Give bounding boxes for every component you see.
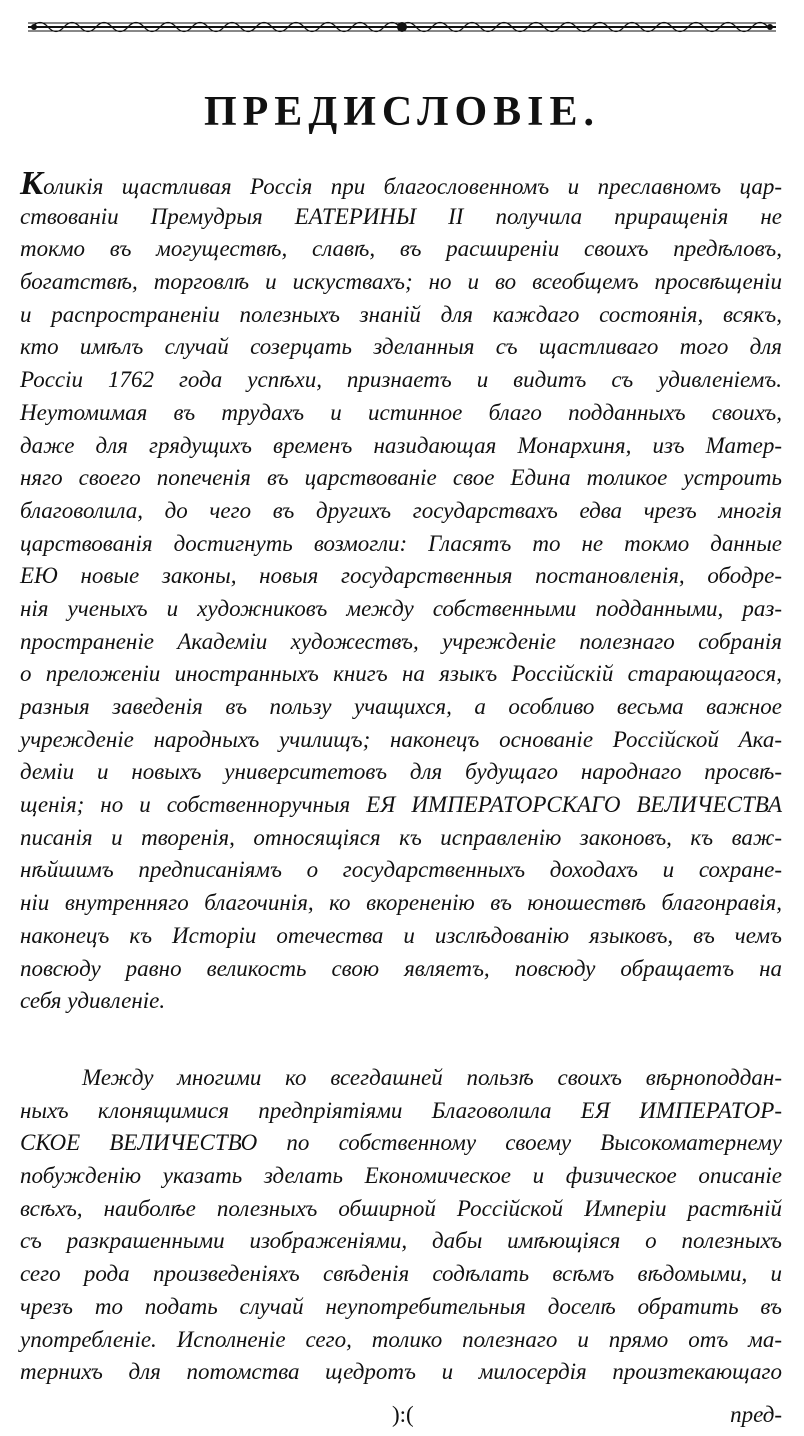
text-line: Неутомимая въ трудахъ и истинное благо подданныхъ своихъ, — [20, 399, 782, 425]
text-line: царствованія достигнуть возмогли: Гласятъ то не токмо данные — [20, 530, 782, 556]
text-line: всѣхъ, наиболѣе полезныхъ обширной Россійской Имперіи растѣній — [20, 1195, 782, 1221]
drop-cap: К — [20, 165, 44, 202]
text-line: благоволила, до чего въ другихъ государствахъ едва чрезъ многія — [20, 497, 782, 523]
text-line: себя удивленіе. — [20, 988, 166, 1014]
text-line: няго своего попеченія въ царствованіе свое Едина толикое устроить — [20, 465, 782, 491]
text-line: повсюду равно великость свою являетъ, повсюду обращаетъ на — [20, 955, 782, 981]
paragraph-1 — [20, 165, 782, 1018]
text-line: деміи и новыхъ университетовъ для будущаго народнаго просвѣ- — [20, 759, 782, 785]
text-line: Коликія щастливая Россія при благословенномъ и преславномъ цар- — [20, 165, 782, 202]
text-line: ЕЮ новые законы, новыя государственныя постановленія, ободре- — [20, 563, 782, 589]
text-line: ніи внутренняго благочинія, ко вкорененію въ юношествѣ благонравія, — [20, 890, 782, 916]
text-line: чрезъ то подать случай неупотребительныя доселѣ обратить въ — [20, 1293, 782, 1319]
text-line: съ разкрашенными изображеніями, дабы имѣющіяся о полезныхъ — [20, 1228, 782, 1254]
text-line: Россіи 1762 года успѣхи, признаетъ и видитъ съ удивленіемъ. — [20, 367, 782, 393]
text-line: тернихъ для потомства щедротъ и милосердія произтекающаго — [20, 1359, 782, 1385]
text-line: щенія; но и собственноручныя ЕЯ ИМПЕРАТОРСКАГО ВЕЛИЧЕСТВА — [20, 792, 782, 818]
page-title: ПРЕДИСЛОВІЕ. — [203, 89, 601, 135]
text-line: писанія и творенія, относящіяся къ исправленію законовъ, къ важ- — [20, 824, 782, 850]
text-line: нѣйшимъ предписаніямъ о государственныхъ доходахъ и сохране- — [20, 857, 782, 883]
text-line: разныя заведенія въ пользу учащихся, а особливо весьма важное — [20, 694, 782, 719]
text-line: пространеніе Академіи художествъ, учрежденіе полезнаго собранія — [20, 628, 782, 654]
text-line: Между многими ко всегдашней пользѣ своихъ вѣрноподдан- — [82, 1065, 782, 1090]
text-line: ствованіи Премудрыя ЕАТЕРИНЫ II получила приращенія не — [20, 203, 782, 229]
decorative-border — [28, 12, 776, 42]
page-footer — [20, 1402, 782, 1434]
text-line: токмо въ могуществѣ, славѣ, въ расширеніи своихъ предѣловъ, — [20, 236, 782, 262]
text-line: и распространеніи полезныхъ знаній для каждаго состоянія, всякъ, — [20, 301, 782, 327]
text-line: учрежденіе народныхъ училищъ; наконецъ основаніе Россійской Ака- — [20, 726, 782, 752]
signature-mark: ):( — [392, 1402, 414, 1427]
text-line: употребленіе. Исполненіе сего, толико полезнаго и прямо отъ ма- — [20, 1326, 782, 1352]
text-line: о преложеніи иностранныхъ книгъ на языкъ Россійскій старающагося, — [20, 661, 782, 687]
text-line: СКОЕ ВЕЛИЧЕСТВО по собственному своему Высокоматернему — [20, 1130, 782, 1156]
text-line: ныхъ клонящимися предпріятіями Благоволила ЕЯ ИМПЕРАТОР- — [20, 1097, 782, 1123]
text-line: сего рода произведеніяхъ свѣденія содѣлать всѣмъ вѣдомыми, и — [20, 1261, 782, 1287]
text-line: нія ученыхъ и художниковъ между собственными подданными, раз- — [20, 595, 782, 621]
text-line: наконецъ къ Исторіи отечества и изслѣдованію языковъ, въ чемъ — [20, 922, 782, 948]
text-line: богатствѣ, торговлѣ и искуствахъ; но и во всеобщемъ просвѣщеніи — [20, 269, 782, 295]
paragraph-2 — [20, 1062, 782, 1389]
catchword: пред- — [730, 1402, 782, 1427]
text-line: побужденію указать зделать Економическое и физическое описаніе — [20, 1163, 782, 1189]
text-line: даже для грядущихъ временъ назидающая Монархиня, изъ Матер- — [20, 432, 782, 458]
text-line: кто имѣлъ случай созерцать зделанныя съ щастливаго того для — [20, 334, 782, 360]
